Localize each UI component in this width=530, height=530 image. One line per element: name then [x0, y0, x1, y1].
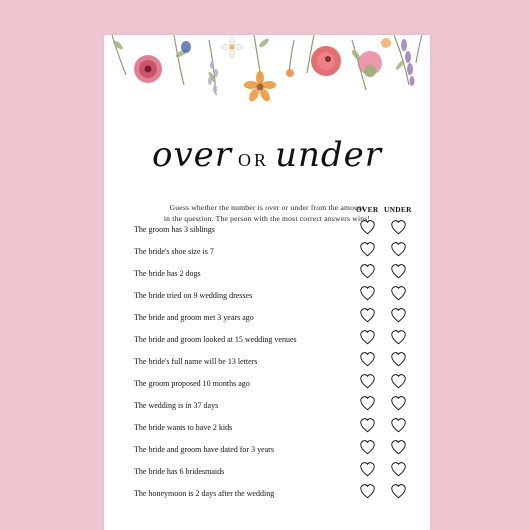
question-text: The wedding is in 37 days [134, 401, 219, 410]
under-heart-icon[interactable] [390, 307, 407, 323]
over-heart-icon[interactable] [359, 329, 376, 345]
over-heart-icon[interactable] [359, 373, 376, 389]
question-text: The honeymoon is 2 days after the wedding [134, 489, 275, 498]
question-row [134, 395, 424, 417]
under-heart-icon[interactable] [390, 351, 407, 367]
question-row [134, 307, 424, 329]
question-row [134, 285, 424, 307]
column-header-under: UNDER [384, 205, 412, 214]
over-heart-icon[interactable] [359, 241, 376, 257]
question-row [134, 417, 424, 439]
over-heart-icon[interactable] [359, 439, 376, 455]
question-text: The bride and groom met 3 years ago [134, 313, 254, 322]
over-heart-icon[interactable] [359, 351, 376, 367]
question-row [134, 241, 424, 263]
over-heart-icon[interactable] [359, 395, 376, 411]
question-row [134, 219, 424, 241]
title-under: under [275, 135, 382, 175]
over-heart-icon[interactable] [359, 483, 376, 499]
question-text: The bride's full name will be 13 letters [134, 357, 258, 366]
under-heart-icon[interactable] [390, 461, 407, 477]
over-heart-icon[interactable] [359, 307, 376, 323]
under-heart-icon[interactable] [390, 483, 407, 499]
under-heart-icon[interactable] [390, 219, 407, 235]
under-heart-icon[interactable] [390, 395, 407, 411]
under-heart-icon[interactable] [390, 417, 407, 433]
page-title [104, 135, 430, 175]
question-row [134, 461, 424, 483]
question-row [134, 373, 424, 395]
question-text: The groom proposed 10 months ago [134, 379, 250, 388]
question-text: The bride tried on 9 wedding dresses [134, 291, 253, 300]
question-row [134, 351, 424, 373]
under-heart-icon[interactable] [390, 263, 407, 279]
under-heart-icon[interactable] [390, 373, 407, 389]
question-text: The bride wants to have 2 kids [134, 423, 233, 432]
title-over: over [151, 135, 233, 175]
instructions-line-1: Guess whether the number is over or under from the amount [169, 203, 365, 212]
under-heart-icon[interactable] [390, 329, 407, 345]
column-header-over: OVER [356, 205, 379, 214]
question-row [134, 483, 424, 505]
wildflower-border-icon [104, 35, 430, 115]
over-heart-icon[interactable] [359, 219, 376, 235]
title-or: OR [238, 150, 270, 170]
game-card [104, 35, 430, 530]
question-row [134, 439, 424, 461]
question-text: The bride's shoe size is 7 [134, 247, 214, 256]
question-row [134, 329, 424, 351]
under-heart-icon[interactable] [390, 285, 407, 301]
over-heart-icon[interactable] [359, 285, 376, 301]
question-text: The bride has 2 dogs [134, 269, 201, 278]
under-heart-icon[interactable] [390, 439, 407, 455]
over-heart-icon[interactable] [359, 417, 376, 433]
question-row [134, 263, 424, 285]
instructions-line-2: in the question. The person with the most correct answers wins! [163, 213, 371, 223]
over-heart-icon[interactable] [359, 461, 376, 477]
question-text: The bride and groom have dated for 3 years [134, 445, 274, 454]
over-heart-icon[interactable] [359, 263, 376, 279]
question-text: The bride and groom looked at 15 wedding venues [134, 335, 297, 344]
under-heart-icon[interactable] [390, 241, 407, 257]
question-text: The groom has 3 siblings [134, 225, 215, 234]
question-text: The bride has 6 bridesmaids [134, 467, 225, 476]
